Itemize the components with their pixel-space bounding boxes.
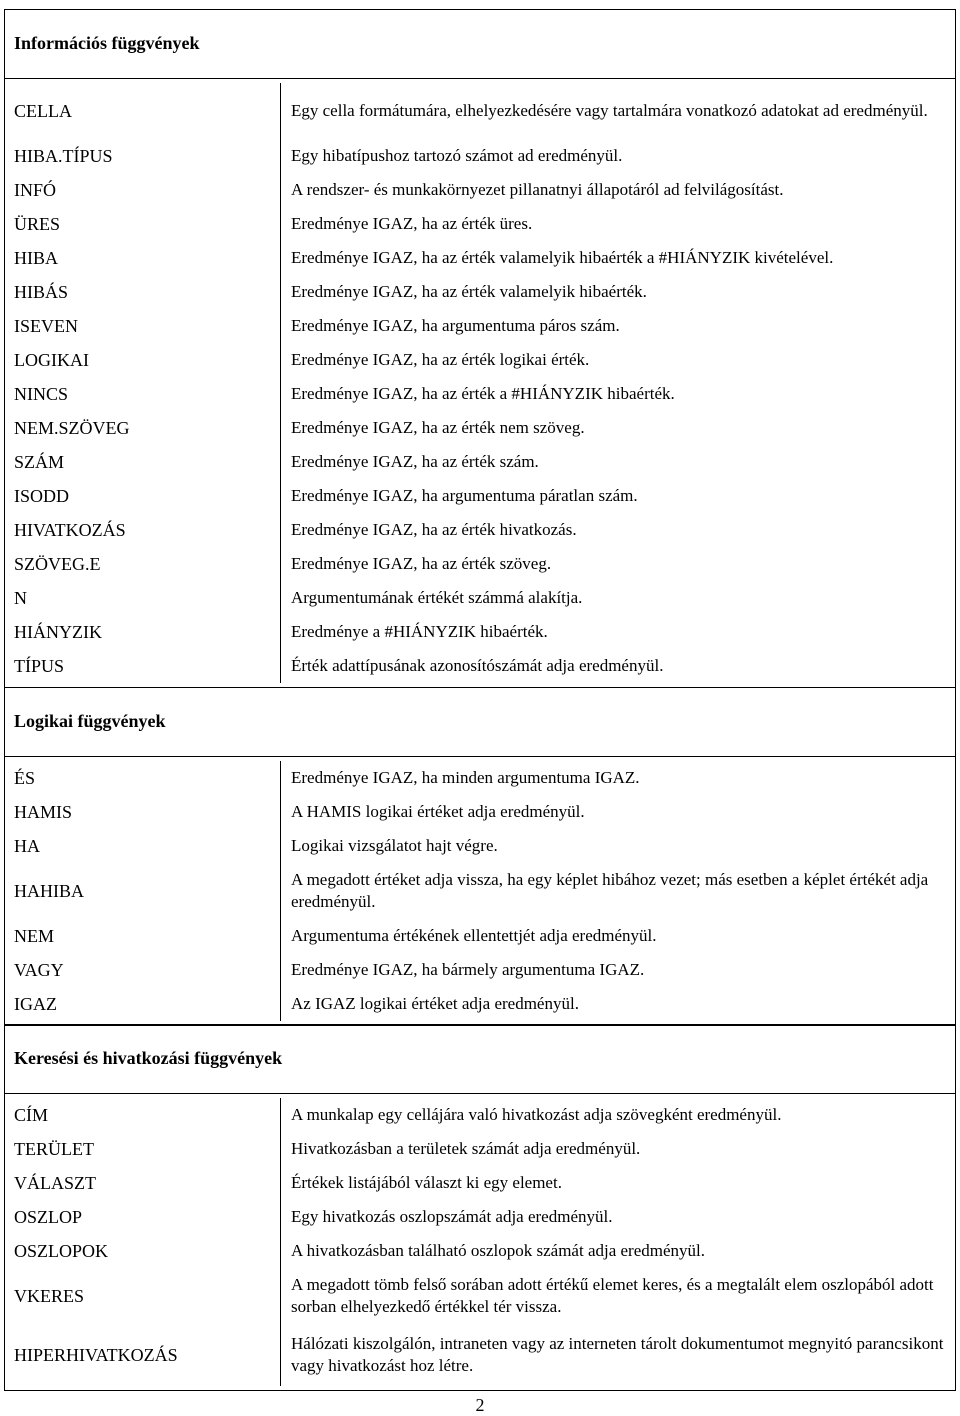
table-row [5, 953, 955, 987]
function-name: TÍPUS [14, 656, 65, 676]
table-row [5, 377, 955, 411]
table-row [5, 1268, 955, 1324]
table-row [5, 513, 955, 547]
document-page [4, 9, 956, 1391]
table-row [5, 919, 955, 953]
function-name: CELLA [14, 101, 72, 121]
function-name: HIBA [14, 248, 58, 268]
function-name: HIPERHIVATKOZÁS [14, 1345, 178, 1365]
function-description: Eredménye IGAZ, ha argumentuma páros szám. [280, 309, 955, 343]
function-name: LOGIKAI [14, 350, 89, 370]
function-name: OSZLOP [14, 1207, 83, 1227]
section-title: Logikai függvények [5, 688, 955, 757]
function-description: Eredménye IGAZ, ha az érték szöveg. [280, 547, 955, 581]
table-row [5, 445, 955, 479]
function-name: HAMIS [14, 801, 73, 822]
function-name: HIBÁS [14, 282, 69, 302]
function-description: Eredménye IGAZ, ha az érték a #HIÁNYZIK hibaérték. [280, 377, 955, 411]
function-description: Egy hibatípushoz tartozó számot ad eredményül. [280, 139, 955, 173]
table-row [5, 309, 955, 343]
function-name: IGAZ [14, 993, 57, 1014]
function-name: NINCS [14, 384, 69, 404]
table-row [5, 173, 955, 207]
function-description: Egy cella formátumára, elhelyezkedésére vagy tartalmára vonatkozó adatokat ad eredményül. [280, 83, 955, 139]
table-row [5, 479, 955, 513]
function-description: Az IGAZ logikai értéket adja eredményül. [280, 987, 955, 1021]
function-description: Hálózati kiszolgálón, intraneten vagy az interneten tárolt dokumentumot megnyitó parancsikont vagy hivatkozást hoz létre. [280, 1324, 955, 1386]
function-description: Eredménye IGAZ, ha argumentuma páratlan szám. [280, 479, 955, 513]
function-description: Eredménye IGAZ, ha az érték nem szöveg. [280, 411, 955, 445]
table-row [5, 761, 955, 795]
function-description: Argumentumának értékét számmá alakítja. [280, 581, 955, 615]
function-name: ISEVEN [14, 316, 78, 336]
function-name: SZÖVEG.E [14, 554, 101, 574]
function-description: A rendszer- és munkakörnyezet pillanatnyi állapotáról ad felvilágosítást. [280, 173, 955, 207]
function-name: VKERES [14, 1286, 85, 1306]
function-description: Logikai vizsgálatot hajt végre. [280, 829, 955, 863]
function-table [5, 79, 955, 687]
function-description: Érték adattípusának azonosítószámát adja eredményül. [280, 649, 955, 683]
table-row [5, 649, 955, 683]
function-name: NEM.SZÖVEG [14, 418, 130, 438]
function-name: HAHIBA [14, 880, 84, 901]
table-row [5, 1200, 955, 1234]
function-name: VÁLASZT [14, 1173, 96, 1193]
table-row [5, 829, 955, 863]
table-row [5, 547, 955, 581]
function-description: A megadott értéket adja vissza, ha egy képlet hibához vezet; más esetben a képlet értékét adja eredményül. [280, 863, 955, 919]
function-name: INFÓ [14, 180, 57, 200]
function-name: HIBA.TÍPUS [14, 146, 113, 166]
function-description: A munkalap egy cellájára való hivatkozást adja szövegként eredményül. [280, 1098, 955, 1132]
function-name: CÍM [14, 1105, 49, 1125]
function-description: Eredménye IGAZ, ha az érték üres. [280, 207, 955, 241]
function-description: A megadott tömb felső sorában adott értékű elemet keres, és a megtalált elem oszlopából adott sorban elhelyezkedő értékkel tér vissza. [280, 1268, 955, 1324]
section-title: Információs függvények [5, 10, 955, 79]
section-informacios [4, 9, 956, 688]
table-row [5, 411, 955, 445]
table-row [5, 987, 955, 1021]
table-row [5, 139, 955, 173]
section-title: Keresési és hivatkozási függvények [5, 1025, 955, 1094]
function-name: HIVATKOZÁS [14, 520, 126, 540]
table-row [5, 1324, 955, 1386]
function-description: A hivatkozásban található oszlopok számát adja eredményül. [280, 1234, 955, 1268]
table-row [5, 1098, 955, 1132]
function-table [5, 1094, 955, 1390]
function-name: ÜRES [14, 214, 61, 234]
table-row [5, 1166, 955, 1200]
function-description: Egy hivatkozás oszlopszámát adja eredményül. [280, 1200, 955, 1234]
table-row [5, 241, 955, 275]
page-number: 2 [475, 1395, 485, 1415]
function-name: N [14, 588, 27, 608]
function-description: Eredménye IGAZ, ha az érték hivatkozás. [280, 513, 955, 547]
function-description: Eredménye IGAZ, ha bármely argumentuma IGAZ. [280, 953, 955, 987]
function-description: A HAMIS logikai értéket adja eredményül. [280, 795, 955, 829]
table-row [5, 1132, 955, 1166]
table-row [5, 343, 955, 377]
function-name: NEM [14, 925, 54, 946]
function-name: OSZLOPOK [14, 1241, 109, 1261]
table-row [5, 83, 955, 139]
function-description: Eredménye a #HIÁNYZIK hibaérték. [280, 615, 955, 649]
function-name: VAGY [14, 959, 64, 980]
function-name: SZÁM [14, 452, 65, 472]
function-description: Eredménye IGAZ, ha minden argumentuma IGAZ. [280, 761, 955, 795]
table-row [5, 863, 955, 919]
section-logikai [4, 687, 956, 1026]
table-row [5, 615, 955, 649]
function-description: Hivatkozásban a területek számát adja eredményül. [280, 1132, 955, 1166]
table-row [5, 275, 955, 309]
function-name: HA [14, 835, 40, 856]
function-table [5, 757, 955, 1025]
function-description: Eredménye IGAZ, ha az érték valamelyik hibaérték. [280, 275, 955, 309]
table-row [5, 207, 955, 241]
function-name: TERÜLET [14, 1139, 94, 1159]
function-description: Eredménye IGAZ, ha az érték valamelyik hibaérték a #HIÁNYZIK kivételével. [280, 241, 955, 275]
section-keresesi [4, 1024, 956, 1391]
table-row [5, 581, 955, 615]
function-description: Eredménye IGAZ, ha az érték logikai érték. [280, 343, 955, 377]
function-name: HIÁNYZIK [14, 622, 102, 642]
function-description: Argumentuma értékének ellentettjét adja eredményül. [280, 919, 955, 953]
function-name: ÉS [14, 767, 36, 788]
function-description: Értékek listájából választ ki egy elemet. [280, 1166, 955, 1200]
table-row [5, 1234, 955, 1268]
function-name: ISODD [14, 486, 70, 506]
table-row [5, 795, 955, 829]
function-description: Eredménye IGAZ, ha az érték szám. [280, 445, 955, 479]
